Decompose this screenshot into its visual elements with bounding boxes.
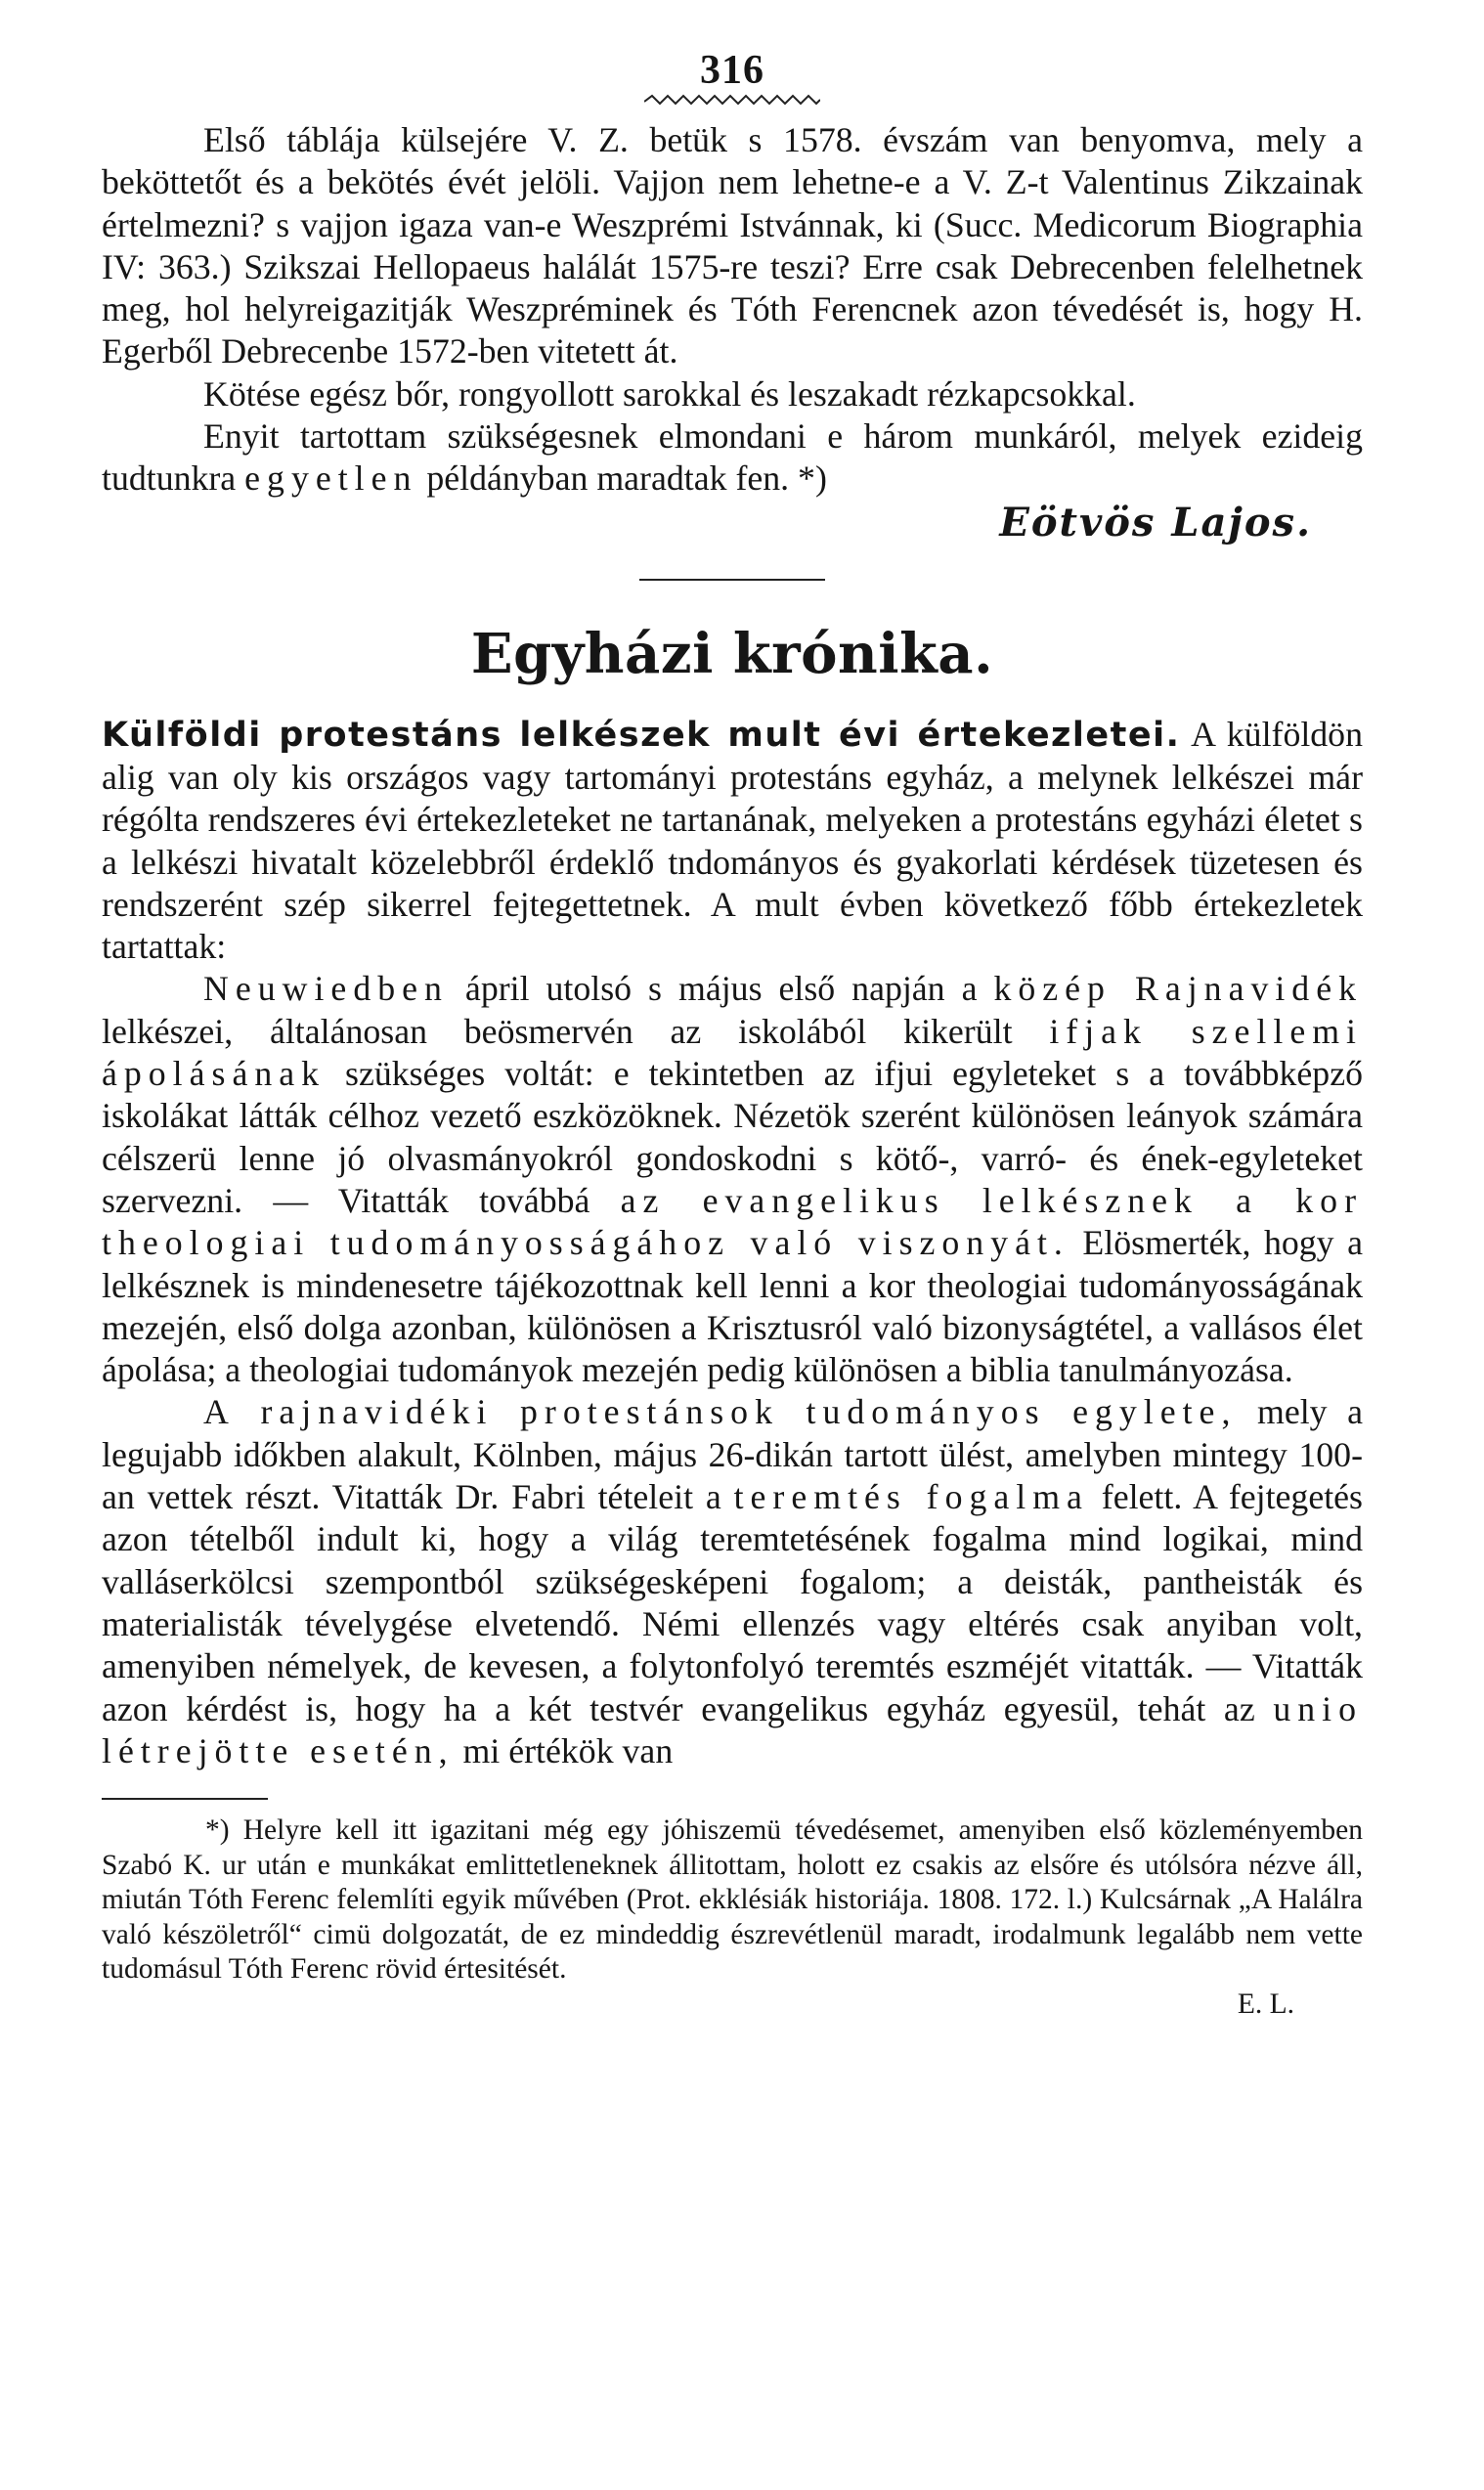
- spaced-text: unio létrejötte esetén,: [102, 1688, 1363, 1770]
- paragraph-binding-description: Első táblája külsejére V. Z. betük s 1578. évszám van benyomva, mely a beköttetőt és a bekötés évét jelöli. Vajjon nem lehetne-e a V. Z-t Valentinus Zikzainak értelmezni? s vajjon igaza van-e Weszprémi Istvánnak, ki (Succ. Medicorum Biographia IV: 363.) Szikszai Hellopaeus halálát 1575-re teszi? Erre csak Debrecenben felelhetnek meg, hol helyreigazitják Weszpréminek és Tóth Ferencnek azon tévedését is, hogy H. Egerből Debrecenbe 1572-ben vitetett át.: [102, 120, 1363, 371]
- closing-text-before: Enyit tartottam szükségesnek elmondani e három munkáról, melyek ezideig tudtunkra: [102, 416, 1363, 499]
- closing-text-after: példányban maradtak fen. *): [417, 459, 827, 499]
- body-text: felett. A fejtegetés azon tételből indult ki, hogy a világ teremtetésének fogalma mind logikai, mind valláserkölcsi szempontból szükségesképeni fogalom; a deisták, pantheisták és materialisták tévelygése elvetendő. Némi ellenzés vagy eltérés csak anyiban volt, amenyiben némelyek, de kevesen, a folytonfolyó teremtés eszméjét vitatták. — Vitatták azon kérdést is, hogy ha a két testvér evangelikus egyház egyesül, tehát az: [102, 1477, 1363, 1728]
- closing-text-spaced: egyetlen: [244, 459, 418, 499]
- body-text: mely a legujabb időkben alakult, Kölnben, május 26-dikán tartott ülést, amelyben mintegy 100-an vettek részt. Vitatták Dr. Fabri tételeit a: [102, 1392, 1363, 1517]
- article-section: [102, 714, 1363, 1772]
- section-title: Egyházi krónika.: [470, 621, 994, 686]
- spaced-text: A rajnavidéki protestánsok tudományos egylete,: [203, 1392, 1238, 1432]
- intro-section: [102, 119, 1363, 501]
- body-text: Elösmerték, hogy a lelkésznek is mindenesetre tájékozottnak kell lenni a kor theologiai tudományosságának mezején, első dolga azonban, különösen a Krisztusról való bizonyságtétel, a vallásos élet ápolása; a theologiai tudományok mezején pedig különösen a biblia tanulmányozása.: [102, 1223, 1363, 1390]
- decorative-squiggle: [644, 94, 820, 109]
- paragraph-neuwied: [102, 968, 1363, 1391]
- article-intro-text: A külföldön alig van oly kis országos vagy tartományi protestáns egyház, a melynek lelkészei már régólta rendszeres évi értekezleteket ne tartanának, melyeken a protestáns egyházi életet s a lelkészi hivatalt közelebbről érdeklő tndományos és gyakorlati kérdések tüzetesen és rendszerént szép sikerrel fejtegettetnek. A mult évben következő főbb értekezletek tartattak:: [102, 714, 1363, 967]
- spaced-text: az evangelikus lelkésznek a kor theologiai tudományosságához való viszonyát.: [102, 1180, 1363, 1263]
- footnote-divider: [102, 1798, 268, 1800]
- body-text: ápril utolsó s május első napján a: [448, 969, 994, 1009]
- body-text: mi értékök van: [454, 1730, 674, 1770]
- spaced-text: teremtés fogalma: [733, 1477, 1089, 1517]
- page: [102, 47, 1363, 2023]
- footnote-text: *) Helyre kell itt igazitani még egy jóhiszemü tévedésemet, amenyiben első közleményemben Szabó K. ur után e munkákat emlittetleneknek állitottam, holott ez csakis az elsőre és utólsóra nézve áll, miután Tóth Ferenc felemlíti egyik művében (Prot. ekklésiák historiája. 1808. 172. l.) Kulcsárnak „A Halálra való készöletről“ cimü dolgozatát, de ez mindeddig észrevétlenül maradt, irodalmunk legalább nem vette tudomásul Tóth Ferenc rövid értesitését.: [102, 1814, 1363, 1986]
- footnote: [102, 1813, 1363, 2021]
- article-intro-paragraph: [102, 714, 1363, 969]
- paragraph-closing: [102, 415, 1363, 501]
- body-text: szükséges voltát: e tekintetben az ifjui egyleteket s a továbbképző iskolákat látták célhoz vezető eszközöknek. Nézetök szerént különösen leányok számára célszerü lenne jó olvasmányokról gondoskodni s kötő-, varró- és ének-egyleteket szervezni. — Vitatták továbbá: [102, 1054, 1363, 1220]
- author-signature: Eötvös Lajos.: [999, 499, 1312, 546]
- article-title: Külföldi protestáns lelkészek mult évi értekezletei.: [102, 715, 1181, 755]
- page-number: 316: [700, 48, 764, 93]
- spaced-text: Neuwiedben: [203, 969, 449, 1009]
- body-text: lelkészei, általánosan beösmervén az iskolából kikerült: [102, 1011, 1050, 1051]
- spaced-text: ifjak szellemi ápolásának: [102, 1011, 1364, 1094]
- section-divider: [639, 579, 825, 581]
- spaced-text: közép Rajnavidék: [993, 969, 1363, 1009]
- paragraph-binding-condition: Kötése egész bőr, rongyollott sarokkal és leszakadt rézkapcsokkal.: [203, 373, 1136, 414]
- paragraph-rajnavidek: [102, 1391, 1363, 1772]
- footnote-signature: E. L.: [1237, 1988, 1294, 2021]
